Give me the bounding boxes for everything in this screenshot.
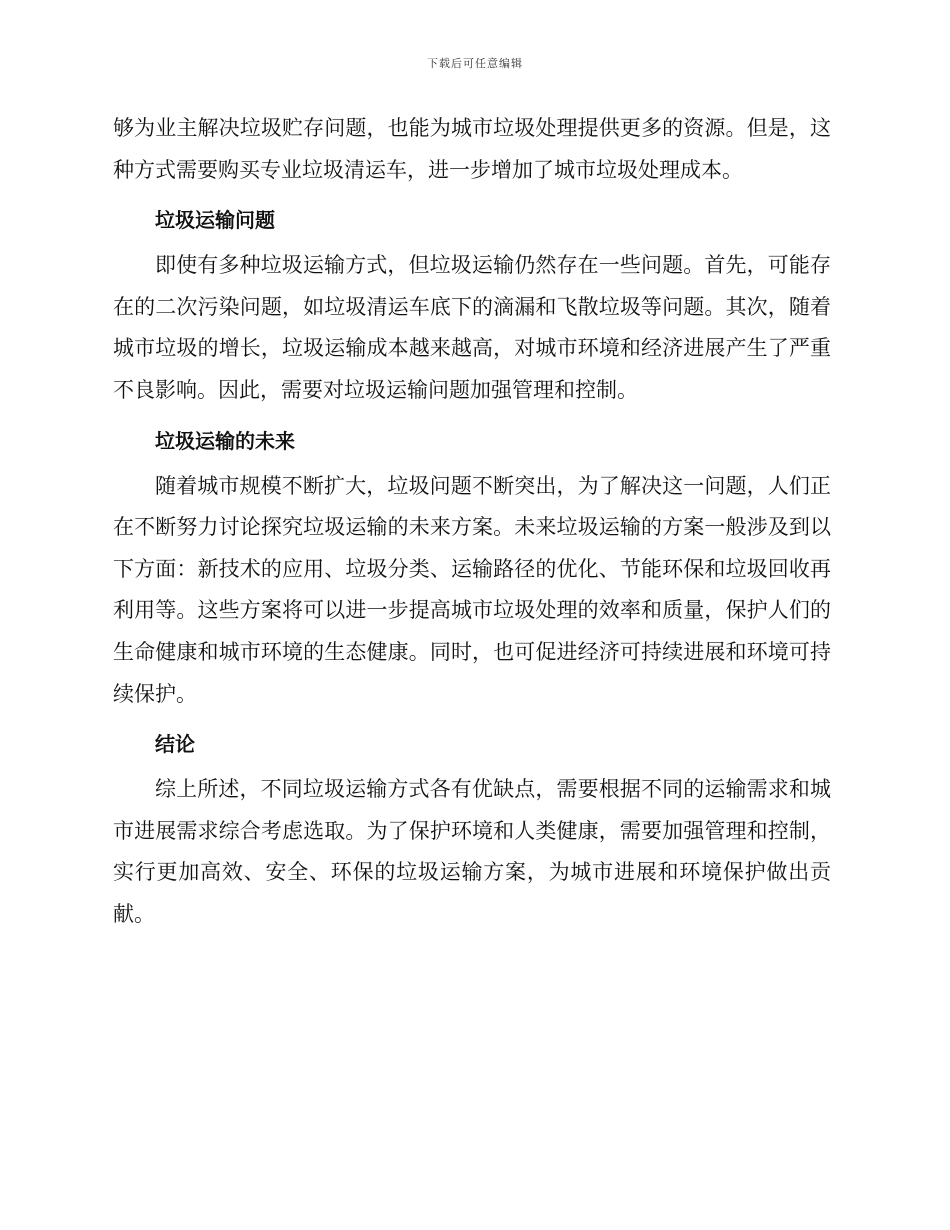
document-body [113,108,831,936]
paragraph-continued: 够为业主解决垃圾贮存问题，也能为城市垃圾处理提供更多的资源。但是，这种方式需要购买专业垃圾清运车，进一步增加了城市垃圾处理成本。 [113,116,831,182]
page-header: 下载后可任意编辑 [427,57,523,70]
section-heading-transport-problems: 垃圾运输问题 [155,208,275,233]
paragraph-conclusion: 综上所述，不同垃圾运输方式各有优缺点，需要根据不同的运输需求和城市进展需求综合考虑选取。为了保护环境和人类健康，需要加强管理和控制，实行更加高效、安全、环保的垃圾运输方案，为城市进展和环境保护做出贡献。 [113,777,831,926]
paragraph-transport-future: 随着城市规模不断扩大，垃圾问题不断突出，为了解决这一问题，人们正在不断努力讨论探究垃圾运输的未来方案。未来垃圾运输的方案一般涉及到以下方面：新技术的应用、垃圾分类、运输路径的优化、节能环保和垃圾回收再利用等。这些方案将可以进一步提高城市垃圾处理的效率和质量，保护人们的生命健康和城市环境的生态健康。同时，也可促进经济可持续进展和环境可持续保护。 [113,473,831,706]
section-heading-transport-future: 垃圾运输的未来 [155,428,295,453]
section-heading-conclusion: 结论 [155,732,195,757]
paragraph-transport-problems: 即使有多种垃圾运输方式，但垃圾运输仍然存在一些问题。首先，可能存在的二次污染问题，如垃圾清运车底下的滴漏和飞散垃圾等问题。其次，随着城市垃圾的增长，垃圾运输成本越来越高，对城市环境和经济进展产生了严重不良影响。因此，需要对垃圾运输问题加强管理和控制。 [113,253,831,402]
